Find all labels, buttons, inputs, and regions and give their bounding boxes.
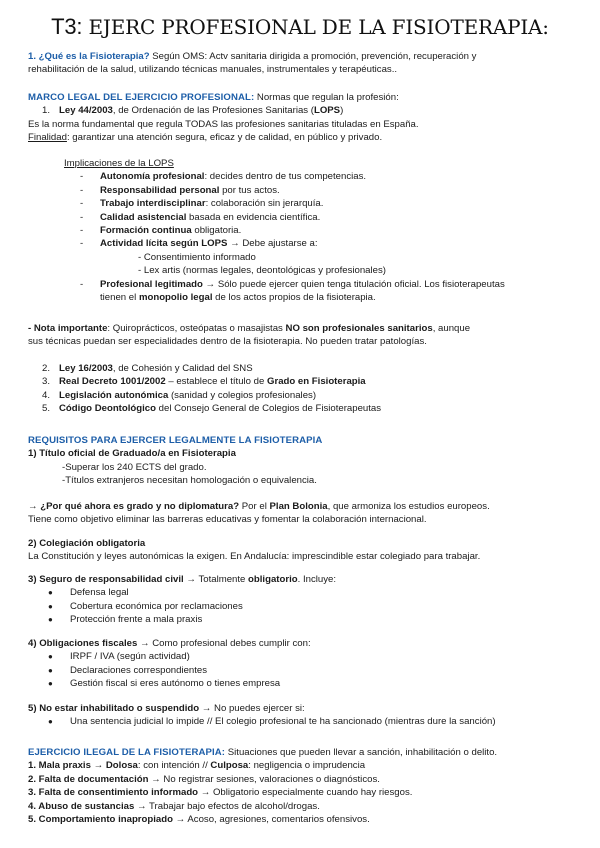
marco-header: MARCO LEGAL DEL EJERCICIO PROFESIONAL: <box>28 92 255 103</box>
r2-text: La Constitución y leyes autonómicas la exigen. En Andalucía: imprescindible estar colegiado para trabajar. <box>28 551 481 563</box>
impl-item: - Calidad asistencial basada en evidencia científica. <box>80 211 321 223</box>
r3-item: ● Cobertura económica por reclamaciones <box>48 600 243 612</box>
r4-title: 4) Obligaciones fiscales <box>28 638 138 649</box>
r2-title: 2) Colegiación obligatoria <box>28 538 146 549</box>
bullet-icon: ● <box>48 601 53 611</box>
r3-block: 3) Seguro de responsabilidad civil → Totalmente obligatorio. Incluye: ● Defensa legal ● Cobertura económica por reclamaciones ● Protección frente a mala praxis <box>28 573 576 627</box>
laws-list <box>28 362 576 416</box>
marco-legal-block <box>28 91 576 145</box>
r4-item: ● IRPF / IVA (según actividad) <box>48 651 190 663</box>
impl-subitem: - Consentimiento informado <box>138 251 256 263</box>
finalidad-label: Finalidad <box>28 132 67 144</box>
bullet-icon: ● <box>48 717 53 727</box>
impl-item: - Autonomía profesional: decides dentro de tus competencias. <box>80 171 367 183</box>
nota-block: - Nota importante: Quiroprácticos, osteópatas o masajistas NO son profesionales sanitarios, aunque sus técnicas puedan ser especialidades dentro de la fisioterapia. No pueden tratar patologías. <box>28 322 576 349</box>
bullet-icon: ● <box>48 652 53 662</box>
q1-label: 1. ¿Qué es la Fisioterapia? <box>28 51 150 62</box>
title-text: EJERC PROFESIONAL DE LA FISIOTERAPIA: <box>88 15 549 39</box>
finalidad-text: : garantizar una atención segura, eficaz y de calidad, en público y privado. <box>66 132 383 144</box>
why-grado-line2: Tiene como objetivo eliminar las barreras educativas y fomentar la colaboración internacional. <box>28 514 427 526</box>
law-item: 2. Ley 16/2003, de Cohesión y Calidad del SNS <box>41 363 253 374</box>
nota-label: - Nota importante <box>28 323 108 334</box>
why-grado-question: → ¿Por qué ahora es grado y no diplomatura? <box>28 501 240 512</box>
ilegal-item: 1. Mala praxis → Dolosa: con intención // Culposa: negligencia o imprudencia <box>28 760 366 772</box>
r1-item: -Superar los 240 ECTS del grado. <box>62 461 207 473</box>
title-prefix: T3: <box>51 14 83 39</box>
bullet-icon: ● <box>48 679 53 689</box>
bullet-icon: ● <box>48 588 53 598</box>
requisitos-header: REQUISITOS PARA EJERCER LEGALMENTE LA FISIOTERAPIA <box>28 435 323 446</box>
implicaciones-block <box>28 157 576 304</box>
law-item: 5. Código Deontológico del Consejo General de Colegios de Fisioterapeutas <box>41 403 382 415</box>
r1-title: 1) Título oficial de Graduado/a en Fisioterapia <box>28 448 236 460</box>
q1-line1: Según OMS: Actv sanitaria dirigida a promoción, prevención, recuperación y <box>149 51 477 62</box>
law1-close: ) <box>340 105 344 117</box>
nota-line2: sus técnicas puedan ser especialidades dentro de la fisioterapia. No pueden tratar patologías. <box>28 336 427 348</box>
r5-item: ● Una sentencia judicial lo impide // El colegio profesional te ha sancionado (mientras dure la sanción) <box>48 716 496 728</box>
law1-num: 1. <box>41 105 50 117</box>
law1-name: Ley 44/2003 <box>59 105 113 117</box>
requisitos-block <box>28 434 576 488</box>
r3-item: ● Protección frente a mala praxis <box>48 614 203 626</box>
ilegal-block <box>28 746 576 826</box>
law-item: 3. Real Decreto 1001/2002 – establece el título de Grado en Fisioterapia <box>41 376 366 388</box>
impl-subitem: - Lex artis (normas legales, deontológicas y profesionales) <box>138 265 386 277</box>
impl-item-legitimado: - Profesional legitimado → Sólo puede ejercer quien tenga titulación oficial. Los fisioterapeutas <box>80 278 505 290</box>
r4-block: 4) Obligaciones fiscales → Como profesional debes cumplir con: ● IRPF / IVA (según actividad) ● Declaraciones correspondientes ● Gestión fiscal si eres autónomo o tienes empresa <box>28 637 576 691</box>
why-grado-block: → ¿Por qué ahora es grado y no diplomatura? Por el Plan Bolonia, que armoniza los estudios europeos. Tiene como objetivo eliminar las barreras educativas y fomentar la colaboración internacional. <box>28 500 576 527</box>
law-item: 4. Legislación autonómica (sanidad y colegios profesionales) <box>41 389 317 401</box>
impl-item-legitimado-line2: tienen el monopolio legal de los actos propios de la fisioterapia. <box>100 292 376 304</box>
page-title <box>0 14 600 40</box>
bullet-icon: ● <box>48 615 53 625</box>
ilegal-header: EJERCICIO ILEGAL DE LA FISIOTERAPIA: <box>28 747 226 758</box>
impl-item: - Responsabilidad personal por tus actos. <box>80 184 280 196</box>
implicaciones-title: Implicaciones de la LOPS <box>64 158 174 169</box>
r5-title: 5) No estar inhabilitado o suspendido <box>28 703 200 714</box>
q1-block <box>28 50 576 77</box>
r3-title: 3) Seguro de responsabilidad civil <box>28 574 184 585</box>
law1-lops: LOPS <box>313 105 341 117</box>
ilegal-item: 4. Abuso de sustancias → Trabajar bajo efectos de alcohol/drogas. <box>28 800 320 812</box>
r4-item: ● Gestión fiscal si eres autónomo o tienes empresa <box>48 678 281 690</box>
q1-line2: rehabilitación de la salud, utilizando técnicas manuales, instrumentales y terapéuticas.. <box>28 64 398 76</box>
bullet-icon: ● <box>48 665 53 675</box>
r5-block: 5) No estar inhabilitado o suspendido → No puedes ejercer si: ● Una sentencia judicial lo impide // El colegio profesional te ha sancionado (mientras dure la sanción) <box>28 702 576 729</box>
ilegal-item: 2. Falta de documentación → No registrar sesiones, valoraciones o diagnósticos. <box>28 773 380 785</box>
impl-item: - Actividad lícita según LOPS → Debe ajustarse a: <box>80 238 318 250</box>
ilegal-item: 5. Comportamiento inapropiado → Acoso, agresiones, comentarios ofensivos. <box>28 814 370 826</box>
r3-item: ● Defensa legal <box>48 587 129 599</box>
law1-rest: , de Ordenación de las Profesiones Sanitarias ( <box>112 105 314 117</box>
marco-header-rest: Normas que regulan la profesión: <box>254 92 399 103</box>
impl-item: - Trabajo interdisciplinar: colaboración sin jerarquía. <box>80 198 324 210</box>
r2-block <box>28 537 576 564</box>
ilegal-header-rest: Situaciones que pueden llevar a sanción, inhabilitación o delito. <box>225 747 498 758</box>
ilegal-item: 3. Falta de consentimiento informado → Obligatorio especialmente cuando hay riesgos. <box>28 787 413 799</box>
r1-item: -Títulos extranjeros necesitan homologación o equivalencia. <box>62 475 317 487</box>
impl-item: - Formación continua obligatoria. <box>80 225 242 237</box>
r4-item: ● Declaraciones correspondientes <box>48 664 208 676</box>
marco-desc: Es la norma fundamental que regula TODAS las profesiones sanitarias tituladas en España. <box>28 118 419 130</box>
